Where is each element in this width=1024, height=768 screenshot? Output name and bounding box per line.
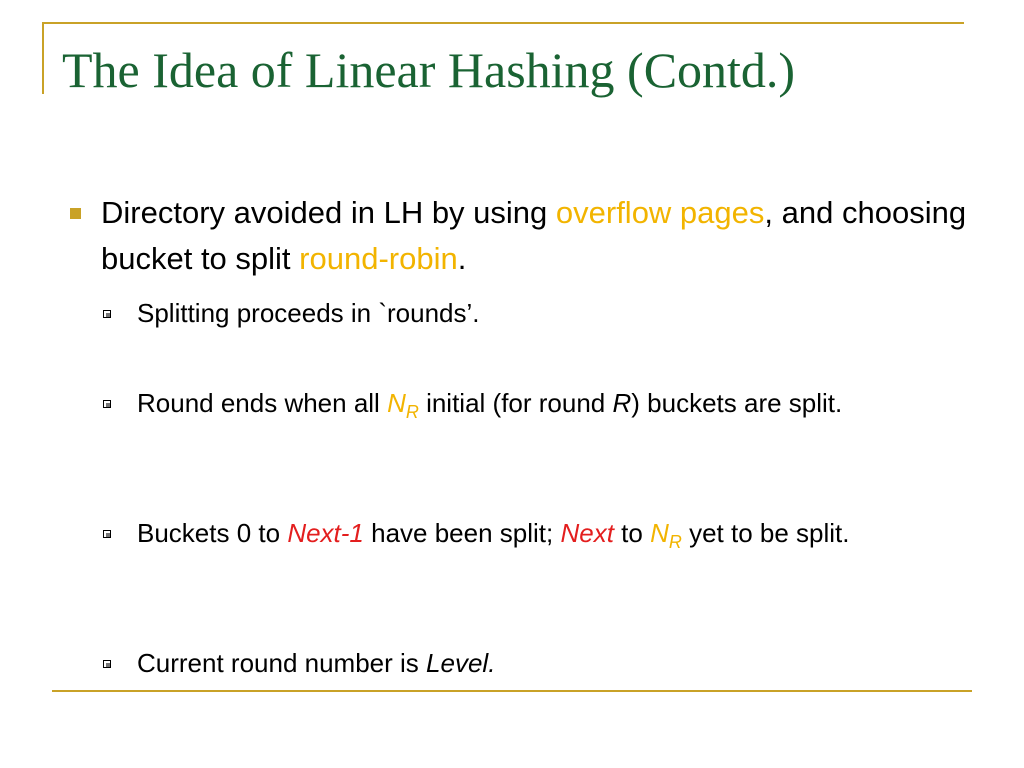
main-bullet-part2: , and choosing bucket to split bbox=[101, 195, 967, 276]
next-variable: Next bbox=[560, 518, 614, 548]
bullet-square-icon bbox=[70, 208, 81, 219]
sub-bullet-2-text-3: ) buckets are split. bbox=[631, 388, 843, 418]
main-bullet-part3: . bbox=[457, 241, 467, 276]
frame-left-line bbox=[42, 22, 44, 94]
r-variable: R bbox=[612, 388, 632, 418]
frame-bottom-line bbox=[52, 690, 972, 692]
sub-bullet-2-text-2: initial (for round bbox=[418, 388, 613, 418]
n-variable: N bbox=[387, 388, 406, 418]
slide-title: The Idea of Linear Hashing (Contd.) bbox=[62, 42, 796, 98]
n-variable: N bbox=[650, 518, 669, 548]
sub-bullet-3-text-1: Buckets 0 to bbox=[137, 518, 288, 548]
sub-bullet-3 bbox=[137, 513, 967, 562]
sub-bullet-3-text-4: yet to be split. bbox=[681, 518, 850, 548]
sub-bullet-3-text-2: have been split; bbox=[363, 518, 561, 548]
sub-bullet-icon bbox=[103, 310, 111, 318]
main-bullet-part1: Directory avoided in LH by using bbox=[101, 195, 556, 230]
main-bullet-text bbox=[101, 190, 981, 282]
n-subscript: R bbox=[668, 532, 682, 552]
highlight-overflow-pages: overflow pages bbox=[555, 195, 765, 230]
level-variable: Level. bbox=[426, 648, 496, 678]
sub-bullet-1-text: Splitting proceeds in `rounds’. bbox=[137, 298, 480, 328]
next-minus-1-variable: Next-1 bbox=[287, 518, 364, 548]
sub-bullet-1 bbox=[137, 293, 967, 333]
sub-bullet-4-text-1: Current round number is bbox=[137, 648, 427, 678]
sub-bullet-icon bbox=[103, 530, 111, 538]
sub-bullet-3-text-3: to bbox=[613, 518, 651, 548]
n-subscript: R bbox=[405, 402, 419, 422]
sub-bullet-2-text-1: Round ends when all bbox=[137, 388, 388, 418]
sub-bullet-icon bbox=[103, 660, 111, 668]
sub-bullet-icon bbox=[103, 400, 111, 408]
frame-top-line bbox=[42, 22, 964, 24]
sub-bullet-2 bbox=[137, 383, 967, 432]
sub-bullet-4 bbox=[137, 643, 967, 683]
highlight-round-robin: round-robin bbox=[299, 241, 458, 276]
